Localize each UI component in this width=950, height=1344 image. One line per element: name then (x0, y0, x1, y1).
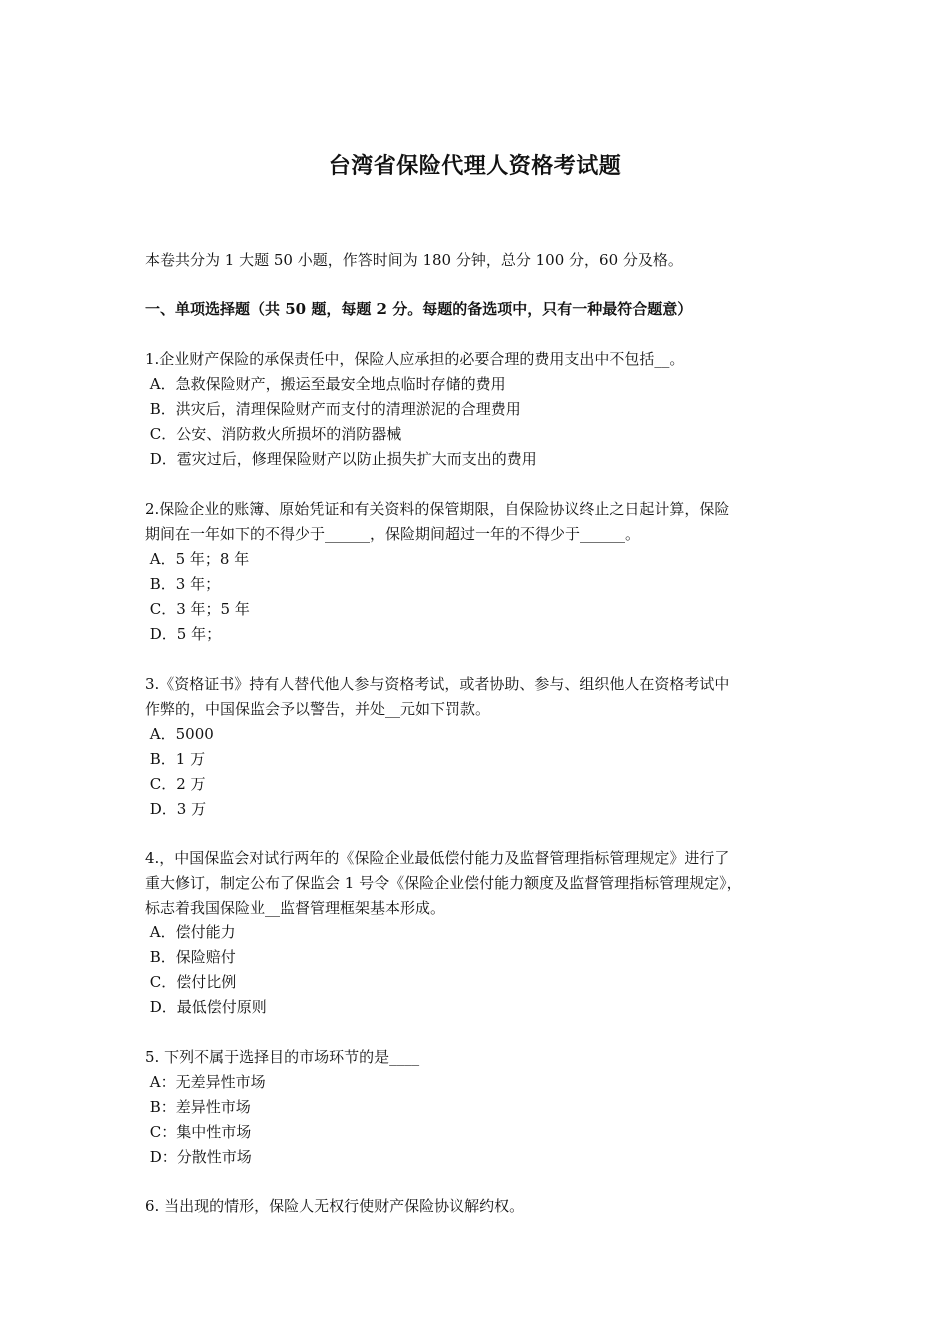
document-title: 台湾省保险代理人资格考试题 (328, 154, 622, 179)
question-2-option-c: C．3 年；5 年 (145, 600, 250, 618)
question-5-option-d: D：分散性市场 (145, 1148, 252, 1166)
question-4-option-a: A．偿付能力 (145, 923, 236, 941)
question-4-text-line-1: 4.，中国保监会对试行两年的《保险企业最低偿付能力及监督管理指标管理规定》进行了 (145, 849, 730, 867)
question-1-option-d: D．雹灾过后，修理保险财产以防止损失扩大而支出的费用 (145, 450, 537, 468)
question-3-option-d: D．3 万 (145, 800, 207, 818)
question-5-option-c: C：集中性市场 (145, 1123, 252, 1141)
question-5-text: 5. 下列不属于选择目的市场环节的是____ (145, 1048, 420, 1066)
question-5-option-a: A：无差异性市场 (145, 1073, 266, 1091)
question-3-option-b: B．1 万 (145, 750, 206, 768)
question-5-option-b: B：差异性市场 (145, 1098, 251, 1116)
question-2-option-d: D．5 年； (145, 625, 222, 643)
question-1-text: 1.企业财产保险的承保责任中，保险人应承担的必要合理的费用支出中不包括__。 (145, 350, 685, 368)
question-6-text: 6. 当出现的情形，保险人无权行使财产保险协议解约权。 (145, 1197, 525, 1215)
question-4-text-line-2: 重大修订，制定公布了保监会 1 号令《保险企业偿付能力额度及监督管理指标管理规定》， (145, 874, 742, 892)
question-1-option-a: A．急救保险财产，搬运至最安全地点临时存储的费用 (145, 375, 506, 393)
question-4-option-b: B．保险赔付 (145, 948, 236, 966)
question-3-text-line-2: 作弊的，中国保监会予以警告，并处__元如下罚款。 (145, 700, 491, 718)
question-2-text-line-1: 2.保险企业的账簿、原始凭证和有关资料的保管期限，自保险协议终止之日起计算，保险 (145, 500, 730, 518)
question-4-option-c: C．偿付比例 (145, 973, 237, 991)
question-2-option-a: A．5 年；8 年 (145, 550, 250, 568)
exam-intro: 本卷共分为 1 大题 50 小题，作答时间为 180 分钟，总分 100 分，60 分及格。 (145, 251, 683, 269)
question-4-option-d: D．最低偿付原则 (145, 998, 267, 1016)
section-heading: 一、单项选择题（共 50 题，每题 2 分。每题的备选项中，只有一种最符合题意） (145, 300, 693, 318)
question-1-option-b: B．洪灾后，清理保险财产而支付的清理淤泥的合理费用 (145, 400, 521, 418)
question-3-text-line-1: 3.《资格证书》持有人替代他人参与资格考试，或者协助、参与、组织他人在资格考试中 (145, 675, 730, 693)
question-2-text-line-2: 期间在一年如下的不得少于______，保险期间超过一年的不得少于______。 (145, 525, 641, 543)
question-4-text-line-3: 标志着我国保险业__监督管理框架基本形成。 (145, 899, 446, 917)
question-3-option-a: A．5000 (145, 725, 214, 743)
question-2-option-b: B．3 年； (145, 575, 221, 593)
question-3-option-c: C．2 万 (145, 775, 206, 793)
question-1-option-c: C．公安、消防救火所损坏的消防器械 (145, 425, 402, 443)
